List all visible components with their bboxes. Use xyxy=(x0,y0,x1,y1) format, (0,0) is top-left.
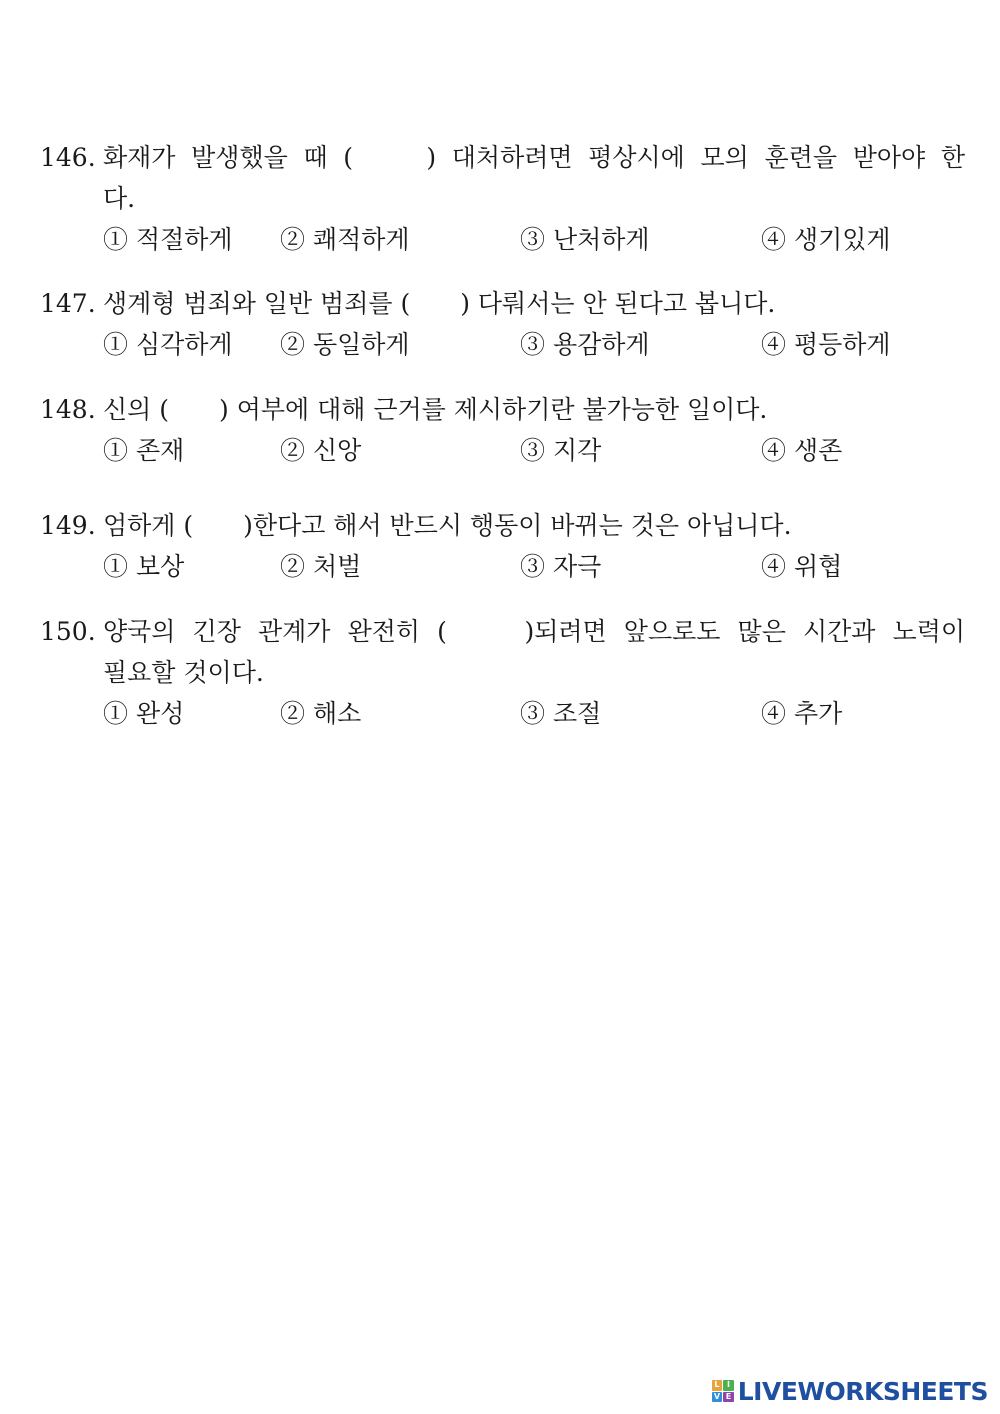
question-number: 149. xyxy=(40,511,96,540)
badge-letter-v: V xyxy=(712,1392,723,1403)
option-1[interactable]: ① 보상 xyxy=(103,552,185,581)
option-4[interactable]: ④ 생기있게 xyxy=(761,225,891,254)
answer-options xyxy=(40,219,965,260)
question-148 xyxy=(40,389,965,471)
option-3[interactable]: ③ 조절 xyxy=(520,699,602,728)
badge-letter-i: I xyxy=(723,1380,734,1391)
option-4[interactable]: ④ 평등하게 xyxy=(761,330,891,359)
question-147 xyxy=(40,283,965,365)
question-150 xyxy=(40,611,965,734)
option-1[interactable]: ① 심각하게 xyxy=(103,330,233,359)
option-2[interactable]: ② 처벌 xyxy=(280,552,362,581)
question-number: 147. xyxy=(40,289,96,318)
question-146 xyxy=(40,137,965,260)
question-text-continued: 필요할 것이다. xyxy=(103,658,264,687)
question-text-continued: 다. xyxy=(103,184,136,213)
badge-letter-e: E xyxy=(723,1392,734,1403)
answer-options xyxy=(40,430,965,471)
question-149 xyxy=(40,505,965,587)
option-2[interactable]: ② 해소 xyxy=(280,699,362,728)
option-1[interactable]: ① 적절하게 xyxy=(103,225,233,254)
liveworksheets-logo xyxy=(712,1374,988,1408)
live-badge-icon xyxy=(712,1380,734,1402)
option-3[interactable]: ③ 난처하게 xyxy=(520,225,650,254)
option-1[interactable]: ① 완성 xyxy=(103,699,185,728)
question-text: 생계형 범죄와 일반 범죄를 ( ) 다뤄서는 안 된다고 봅니다. xyxy=(103,289,776,318)
answer-options xyxy=(40,693,965,734)
option-2[interactable]: ② 쾌적하게 xyxy=(280,225,410,254)
question-number: 148. xyxy=(40,395,96,424)
option-4[interactable]: ④ 위협 xyxy=(761,552,843,581)
option-2[interactable]: ② 동일하게 xyxy=(280,330,410,359)
option-4[interactable]: ④ 추가 xyxy=(761,699,843,728)
question-text: 화재가 발생했을 때 ( ) 대처하려면 평상시에 모의 훈련을 받아야 한 xyxy=(103,143,965,172)
question-number: 150. xyxy=(40,617,96,646)
option-1[interactable]: ① 존재 xyxy=(103,436,185,465)
answer-options xyxy=(40,546,965,587)
question-text: 엄하게 ( )한다고 해서 반드시 행동이 바뀌는 것은 아닙니다. xyxy=(103,511,792,540)
answer-options xyxy=(40,324,965,365)
question-text: 양국의 긴장 관계가 완전히 ( )되려면 앞으로도 많은 시간과 노력이 xyxy=(103,617,965,646)
option-3[interactable]: ③ 자극 xyxy=(520,552,602,581)
option-4[interactable]: ④ 생존 xyxy=(761,436,843,465)
brand-name: LIVEWORKSHEETS xyxy=(737,1376,988,1406)
option-3[interactable]: ③ 용감하게 xyxy=(520,330,650,359)
question-text: 신의 ( ) 여부에 대해 근거를 제시하기란 불가능한 일이다. xyxy=(103,395,768,424)
badge-letter-l: L xyxy=(712,1380,723,1391)
option-2[interactable]: ② 신앙 xyxy=(280,436,362,465)
question-number: 146. xyxy=(40,143,96,172)
option-3[interactable]: ③ 지각 xyxy=(520,436,602,465)
